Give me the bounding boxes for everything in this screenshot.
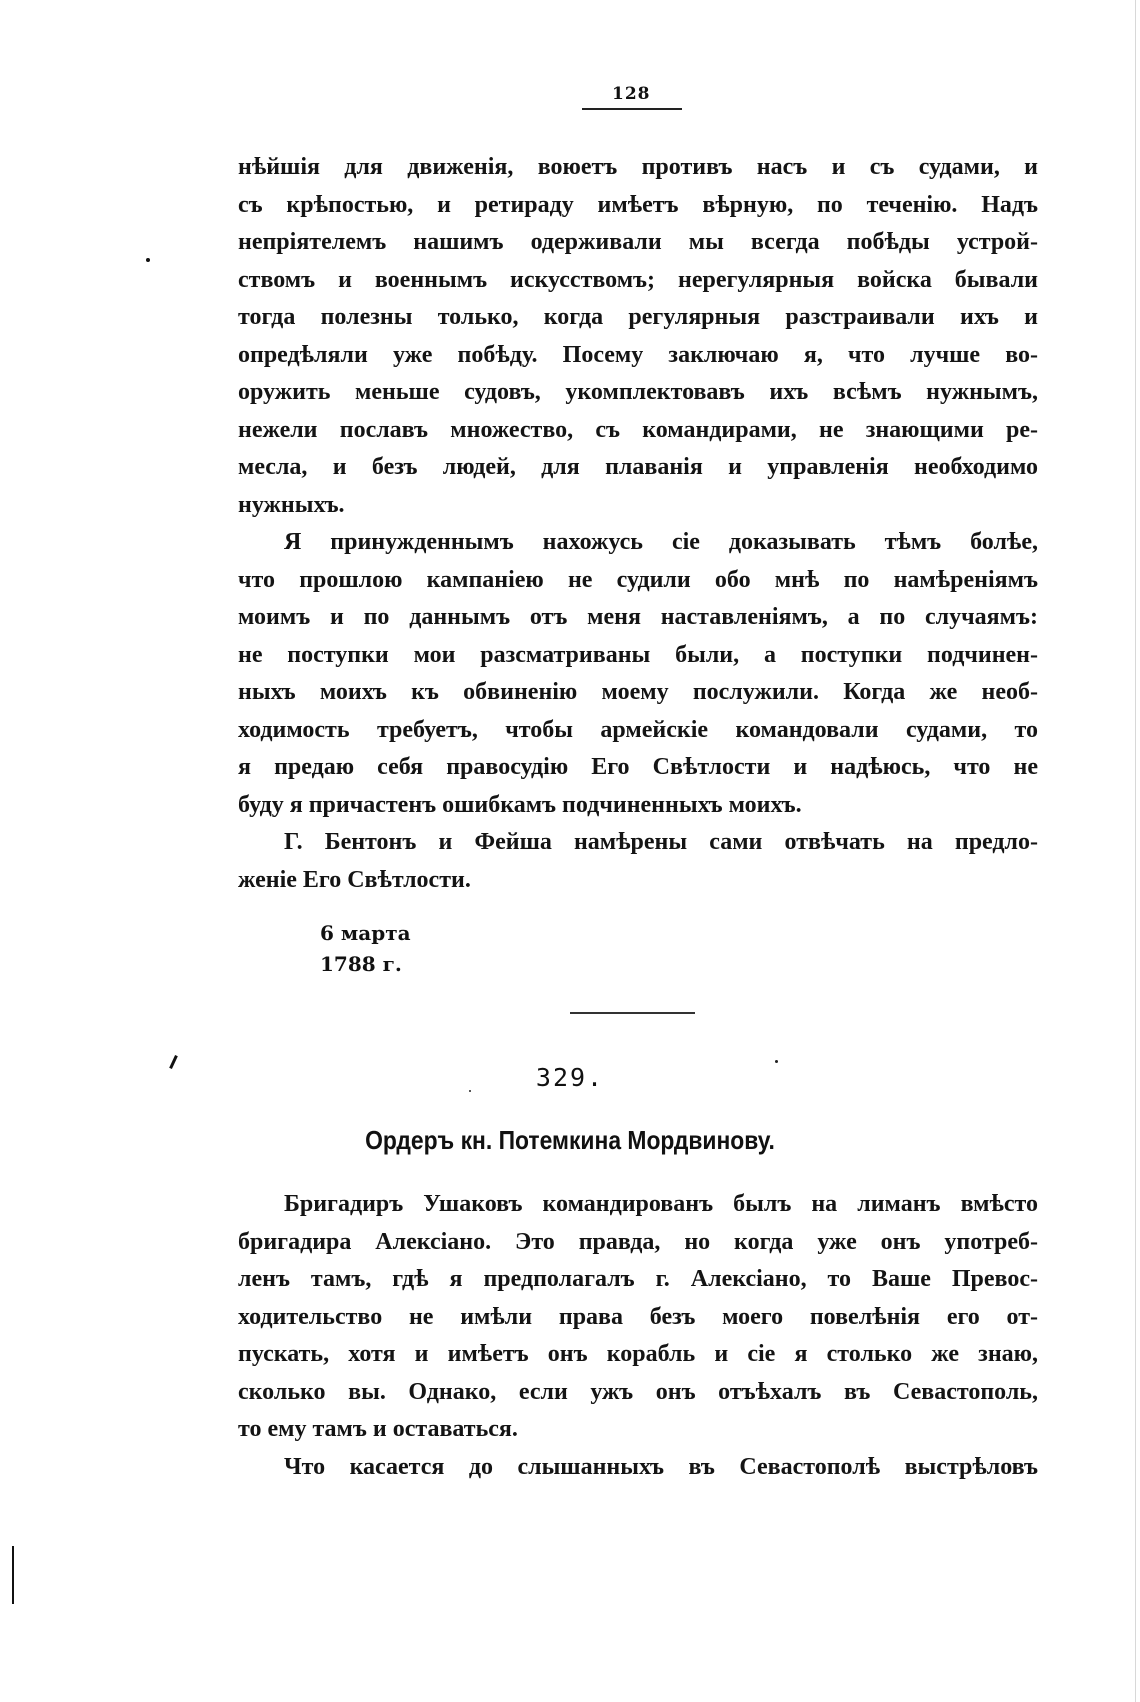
paragraph xyxy=(238,524,1038,824)
text-line: непріятелемъ нашимъ одерживали мы всегда побѣды устрой- xyxy=(238,229,1038,255)
text-line: Бригадиръ Ушаковъ командированъ былъ на лиманъ вмѣсто xyxy=(284,1191,1038,1217)
text-line: бригадира Алексіано. Это правда, но когда уже онъ употреб- xyxy=(238,1228,1038,1255)
text-line: съ крѣпостью, и ретираду имѣетъ вѣрную, по теченію. Надъ xyxy=(238,191,1038,218)
text-line: нежели пославъ множество, съ командирами, не знающими ре- xyxy=(238,416,1038,443)
text-line: нужныхъ. xyxy=(238,491,345,518)
text-line: я предаю себя правосудію Его Свѣтлости и надѣюсь, что не xyxy=(238,754,1038,780)
body-text-bottom xyxy=(238,1186,1038,1486)
letter-date xyxy=(320,918,411,980)
margin-bar xyxy=(12,1546,14,1604)
text-line: нѣйшія для движенія, воюетъ противъ насъ и съ судами, и xyxy=(238,154,1038,180)
text-line: Г. Бентонъ и Фейша намѣрены сами отвѣчать на предло- xyxy=(284,829,1038,855)
text-line: тогда полезны только, когда регулярныя разстраивали ихъ и xyxy=(238,304,1038,330)
text-line: месла, и безъ людей, для плаванія и управленія необходимо xyxy=(238,454,1038,480)
text-line: ходительство не имѣли права безъ моего повелѣнія его от- xyxy=(238,1303,1038,1330)
text-line: опредѣляли уже побѣду. Посему заключаю я, что лучше во- xyxy=(238,341,1038,368)
document-number: 329. xyxy=(535,1063,605,1092)
page-number: 128 xyxy=(612,84,651,104)
text-line: не поступки мои разсматриваны были, а поступки подчинен- xyxy=(238,641,1038,668)
margin-dot xyxy=(146,258,150,262)
text-line: ходимость требуетъ, чтобы армейскіе командовали судами, то xyxy=(238,716,1038,743)
text-line: буду я причастенъ ошибкамъ подчиненныхъ моихъ. xyxy=(238,791,802,818)
body-text-top xyxy=(238,149,1038,899)
text-line: что прошлою кампаніею не судили обо мнѣ по намѣреніямъ xyxy=(238,566,1038,593)
paragraph xyxy=(238,824,1038,899)
date-day-month: 6 марта xyxy=(320,921,411,945)
paragraph xyxy=(238,1186,1038,1449)
text-line: ленъ тамъ, гдѣ я предполагалъ г. Алексіано, то Ваше Превос- xyxy=(238,1266,1038,1292)
text-line: моимъ и по даннымъ отъ меня наставленіямъ, а по случаямъ: xyxy=(238,604,1038,630)
text-line: пускать, хотя и имѣетъ онъ корабль и сіе я столько же знаю, xyxy=(238,1341,1038,1367)
document-title: Ордеръ кн. Потемкина Мордвинову. xyxy=(365,1125,775,1155)
text-line: Что касается до слышанныхъ въ Севастополѣ выстрѣловъ xyxy=(284,1453,1038,1480)
text-line: оружить меньше судовъ, укомплектовавъ ихъ всѣмъ нужнымъ, xyxy=(238,379,1038,405)
date-year: 1788 г. xyxy=(320,952,402,976)
paragraph xyxy=(238,149,1038,524)
paragraph xyxy=(238,1449,1038,1487)
section-separator xyxy=(570,1012,695,1014)
text-line: Я принужденнымъ нахожусь сіе доказывать тѣмъ болѣе, xyxy=(284,529,1038,555)
text-line: ствомъ и военнымъ искусствомъ; нерегулярныя войска бывали xyxy=(238,266,1038,293)
page-number-rule xyxy=(582,108,682,110)
text-line: ныхъ моихъ къ обвиненію моему послужили. Когда же необ- xyxy=(238,679,1038,705)
page-edge-line xyxy=(1135,0,1136,1702)
text-line: то ему тамъ и оставаться. xyxy=(238,1416,518,1442)
text-line: сколько вы. Однако, если ужъ онъ отъѣхалъ въ Севастополь, xyxy=(238,1378,1038,1405)
text-line: женіе Его Свѣтлости. xyxy=(238,866,471,893)
